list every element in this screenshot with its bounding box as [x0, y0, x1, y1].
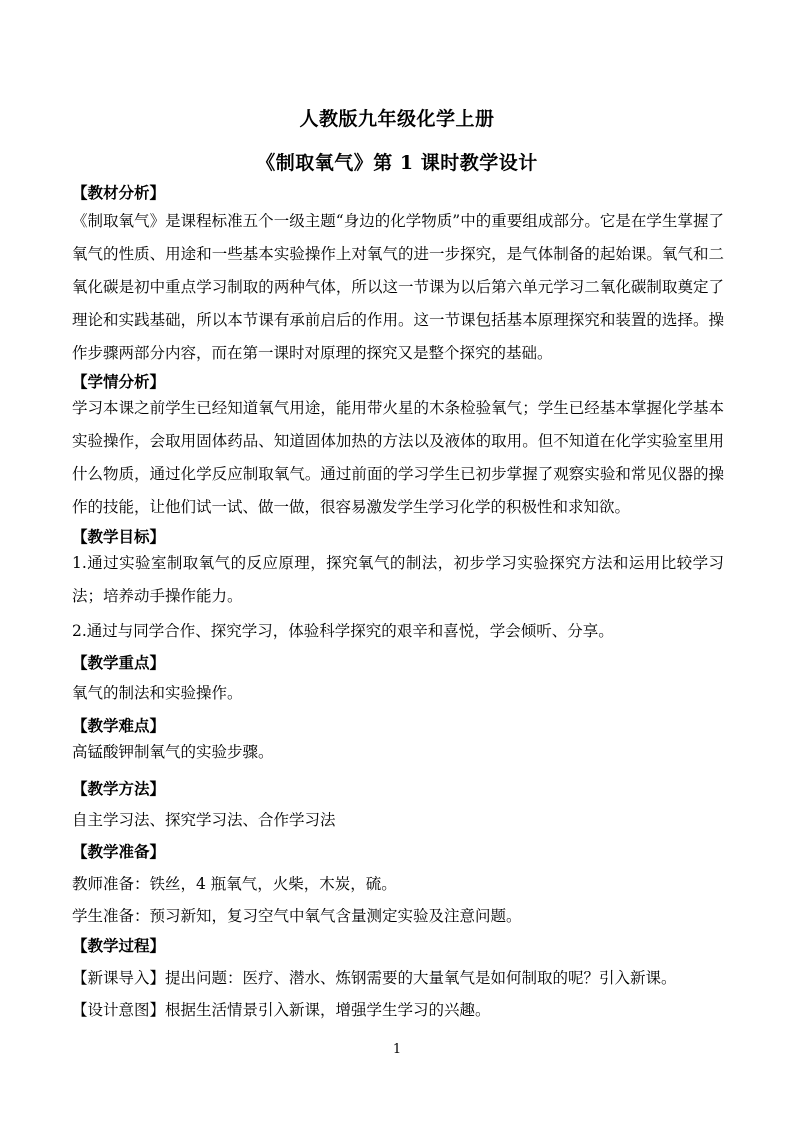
text-difficulties: 高锰酸钾制氧气的实验步骤。 — [72, 743, 274, 761]
heading-methods: 【教学方法】 — [72, 779, 166, 798]
text-teacher-preparation: 教师准备：铁丝，4 瓶氧气，火柴，木炭，硫。 — [72, 875, 397, 893]
heading-key-points: 【教学重点】 — [72, 653, 166, 672]
goal-item-2: 2.通过与同学合作、探究学习，体验科学探究的艰辛和喜悦，学会倾听、分享。 — [72, 622, 614, 640]
page-number: 1 — [392, 1042, 402, 1057]
paragraph-student-analysis: 学习本课之前学生已经知道氧气用途，能用带火星的木条检验氧气；学生已经基本掌握化学基本实验操作，会取用固体药品、知道固体加热的方法以及液体的取用。但不知道在化学实验室里用什么物质，通过化学反应制取氧气。通过前面的学习学生已初步掌握了观察实验和常见仪器的操作的技能，让他们试一试、做一做，很容易激发学生学习化学的积极性和求知欲。 — [72, 399, 724, 516]
heading-teaching-goals: 【教学目标】 — [72, 527, 166, 546]
text-student-preparation: 学生准备：预习新知，复习空气中氧气含量测定实验及注意问题。 — [72, 907, 522, 925]
document-title: 人教版九年级化学上册 — [299, 108, 495, 130]
text-key-points: 氧气的制法和实验操作。 — [72, 684, 243, 702]
text-methods: 自主学习法、探究学习法、合作学习法 — [72, 811, 336, 829]
heading-teaching-process: 【教学过程】 — [72, 936, 166, 955]
text-new-lesson-intro: 【新课导入】提出问题：医疗、潜水、炼钢需要的大量氧气是如何制取的呢？引入新课。 — [72, 969, 677, 987]
heading-material-analysis: 【教材分析】 — [72, 183, 166, 202]
paragraph-material-analysis: 《制取氧气》是课程标准五个一级主题“身边的化学物质”中的重要组成部分。它是在学生掌握了氧气的性质、用途和一些基本实验操作上对氧气的进一步探究，是气体制备的起始课。氧气和二氧化碳是初中重点学习制取的两种气体，所以这一节课为以后第六单元学习二氧化碳制取奠定了理论和实践基础，所以本节课有承前启后的作用。这一节课包括基本原理探究和装置的选择。操作步骤两部分内容，而在第一课时对原理的探究又是整个探究的基础。 — [72, 212, 724, 362]
heading-student-analysis: 【学情分析】 — [72, 372, 166, 391]
text-design-intent: 【设计意图】根据生活情景引入新课，增强学生学习的兴趣。 — [72, 1001, 491, 1019]
document-subtitle: 《制取氧气》第 1 课时教学设计 — [256, 152, 538, 174]
heading-difficulties: 【教学难点】 — [72, 716, 166, 735]
heading-preparation: 【教学准备】 — [72, 842, 166, 861]
goal-item-1: 1.通过实验室制取氧气的反应原理，探究氧气的制法，初步学习实验探究方法和运用比较学习法；培养动手操作能力。 — [72, 554, 724, 605]
